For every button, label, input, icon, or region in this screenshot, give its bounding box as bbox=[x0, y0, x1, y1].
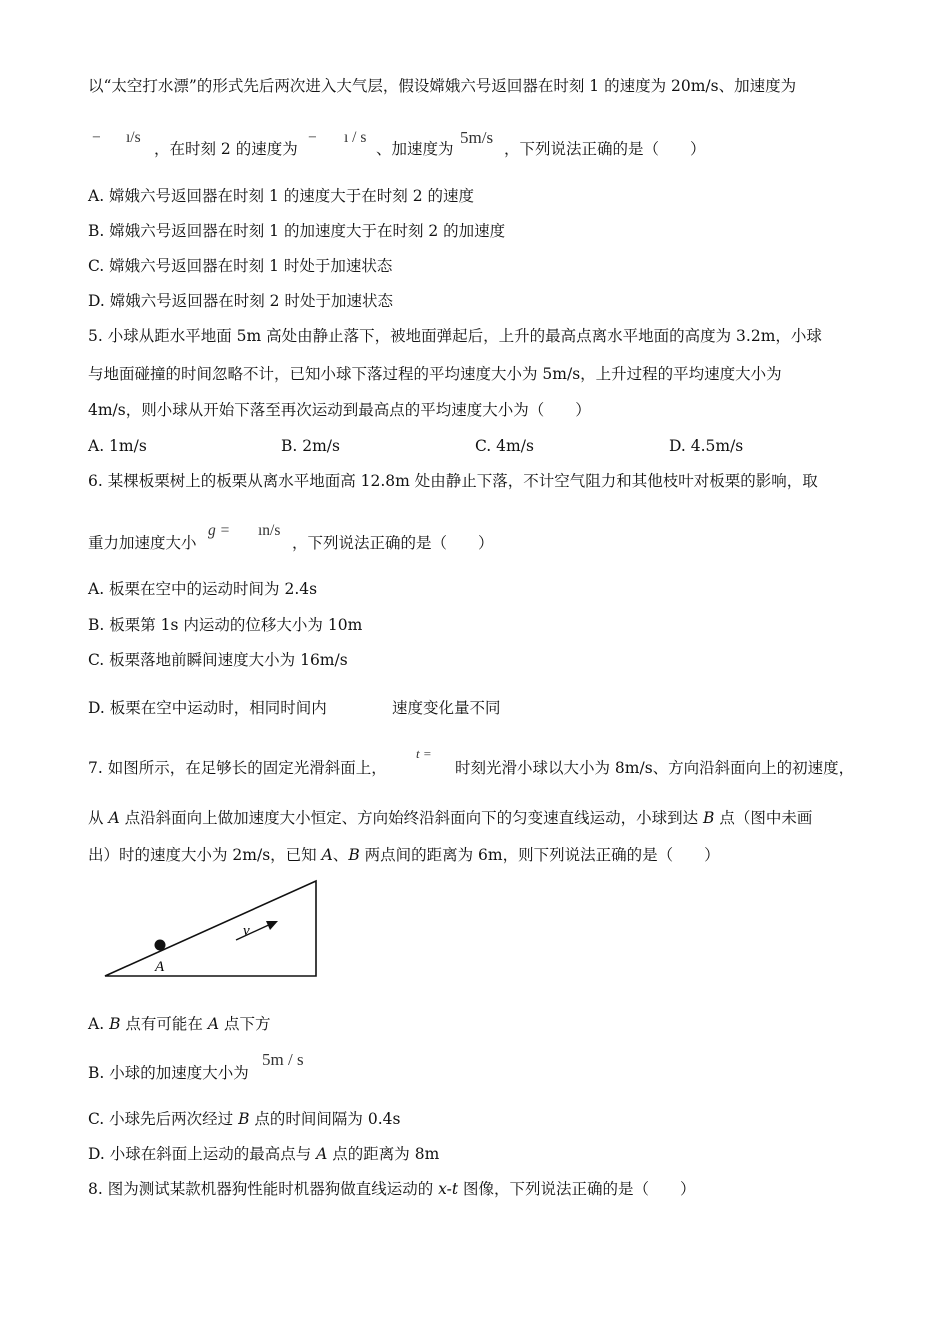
q7-option-c-suffix: 点的时间间隔为 0.4s bbox=[249, 1110, 401, 1128]
q8-line-1 bbox=[88, 1179, 696, 1199]
q6-g-unit: ın/s bbox=[258, 522, 281, 539]
q6-g-label: g = bbox=[208, 522, 231, 539]
q4-text-a: ，在时刻 2 的速度为 bbox=[154, 140, 298, 158]
q7-option-b-unit: 5m / s bbox=[262, 1050, 304, 1069]
q6-text-a: 重力加速度大小 bbox=[88, 534, 197, 552]
incline-triangle bbox=[105, 881, 316, 976]
q7-option-b: B. 小球的加速度大小为 bbox=[88, 1064, 249, 1082]
q5-line-2: 与地面碰撞的时间忽略不计，已知小球下落过程的平均速度大小为 5m/s，上升过程的平均速度大小为 bbox=[88, 365, 782, 383]
q4-accel: 5m/s bbox=[460, 128, 494, 147]
q8-xt-label: x-t bbox=[438, 1180, 459, 1198]
velocity-arrow-shaft bbox=[236, 923, 273, 940]
q7-option-a-point-a: A bbox=[207, 1015, 220, 1033]
q8-line-1-b: 图像，下列说法正确的是（ ） bbox=[458, 1180, 696, 1198]
q6-text-b: ，下列说法正确的是（ ） bbox=[292, 534, 494, 552]
q4-text-b: 、加速度为 bbox=[376, 140, 454, 158]
q7-option-a-point-b: B bbox=[109, 1015, 121, 1033]
q5-option-b: B. 2m/s bbox=[281, 437, 340, 455]
q7-option-d-suffix: 点的距离为 8m bbox=[327, 1145, 440, 1163]
q7-option-d-prefix: D. 小球在斜面上运动的最高点与 bbox=[88, 1145, 317, 1163]
q5-line-3: 4m/s，则小球从开始下落至再次运动到最高点的平均速度大小为（ ） bbox=[88, 401, 591, 419]
q5-option-d: D. 4.5m/s bbox=[669, 437, 744, 455]
velocity-label: v bbox=[243, 923, 250, 939]
q7-line-3-c: 两点间的距离为 6m，则下列说法正确的是（ ） bbox=[359, 846, 720, 864]
q7-option-d bbox=[88, 1144, 439, 1164]
q6-line-1: 6. 某棵板栗树上的板栗从离水平地面高 12.8m 处由静止下落，不计空气阻力和其他枝叶对板栗的影响，取 bbox=[88, 472, 818, 490]
q7-line-1-b: 时刻光滑小球以大小为 8m/s、方向沿斜面向上的初速度， bbox=[455, 759, 855, 777]
q7-option-a bbox=[88, 1014, 270, 1034]
q7-line-3-a: 出）时的速度大小为 2m/s，已知 bbox=[88, 846, 322, 864]
q5-option-a: A. 1m/s bbox=[88, 437, 147, 455]
q7-point-b-2: B bbox=[348, 846, 360, 864]
q7-line-3 bbox=[88, 845, 720, 865]
q4-minus-1: − bbox=[92, 129, 101, 146]
q5-line-1: 5. 小球从距水平地面 5m 高处由静止落下，被地面弹起后，上升的最高点离水平地面的高度为 3.2m，小球 bbox=[88, 327, 822, 345]
q7-point-a: A bbox=[108, 809, 120, 827]
q4-minus-2: − bbox=[308, 129, 317, 146]
q4-line-1: 以“太空打水漂”的形式先后两次进入大气层，假设嫦娥六号返回器在时刻 1 的速度为 20m/s、加速度为 bbox=[88, 77, 797, 95]
incline-figure bbox=[100, 875, 324, 981]
q8-line-1-a: 8. 图为测试某款机器狗性能时机器狗做直线运动的 bbox=[88, 1180, 439, 1198]
q6-option-d-b: 速度变化量不同 bbox=[392, 699, 501, 717]
q7-t-label: t = bbox=[416, 746, 432, 761]
q7-line-1-a: 7. 如图所示，在足够长的固定光滑斜面上， bbox=[88, 759, 387, 777]
q4-option-b: B. 嫦娥六号返回器在时刻 1 的加速度大于在时刻 2 的加速度 bbox=[88, 222, 506, 240]
point-a-label: A bbox=[155, 959, 165, 975]
q4-unit-2: ı / s bbox=[344, 129, 367, 146]
q6-option-b: B. 板栗第 1s 内运动的位移大小为 10m bbox=[88, 616, 363, 634]
q4-unit-1: ı/s bbox=[126, 129, 141, 146]
q7-line-2-c: 点（图中未画 bbox=[714, 809, 813, 827]
q4-option-d: D. 嫦娥六号返回器在时刻 2 时处于加速状态 bbox=[88, 292, 393, 310]
q6-option-c: C. 板栗落地前瞬间速度大小为 16m/s bbox=[88, 651, 348, 669]
q7-option-a-mid: 点有可能在 bbox=[120, 1015, 208, 1033]
q7-option-d-point-a: A bbox=[316, 1145, 328, 1163]
q4-option-c: C. 嫦娥六号返回器在时刻 1 时处于加速状态 bbox=[88, 257, 393, 275]
q7-point-b: B bbox=[703, 809, 715, 827]
q6-option-a: A. 板栗在空中的运动时间为 2.4s bbox=[88, 580, 318, 598]
q6-option-d-a: D. 板栗在空中运动时，相同时间内 bbox=[88, 699, 327, 717]
q7-option-c bbox=[88, 1109, 400, 1129]
q7-line-2-a: 从 bbox=[88, 809, 109, 827]
q7-point-a-2: A bbox=[321, 846, 333, 864]
q5-option-c: C. 4m/s bbox=[475, 437, 534, 455]
q7-option-a-prefix: A. bbox=[88, 1015, 110, 1033]
q7-line-2 bbox=[88, 808, 812, 828]
q4-text-c: ，下列说法正确的是（ ） bbox=[504, 140, 706, 158]
ball bbox=[155, 940, 166, 951]
q7-option-a-suffix: 点下方 bbox=[219, 1015, 271, 1033]
q7-option-c-point-b: B bbox=[238, 1110, 250, 1128]
q7-option-c-prefix: C. 小球先后两次经过 bbox=[88, 1110, 239, 1128]
q7-line-3-b: 、 bbox=[332, 846, 349, 864]
q7-line-2-b: 点沿斜面向上做加速度大小恒定、方向始终沿斜面向下的匀变速直线运动，小球到达 bbox=[119, 809, 703, 827]
q4-option-a: A. 嫦娥六号返回器在时刻 1 的速度大于在时刻 2 的速度 bbox=[88, 187, 474, 205]
